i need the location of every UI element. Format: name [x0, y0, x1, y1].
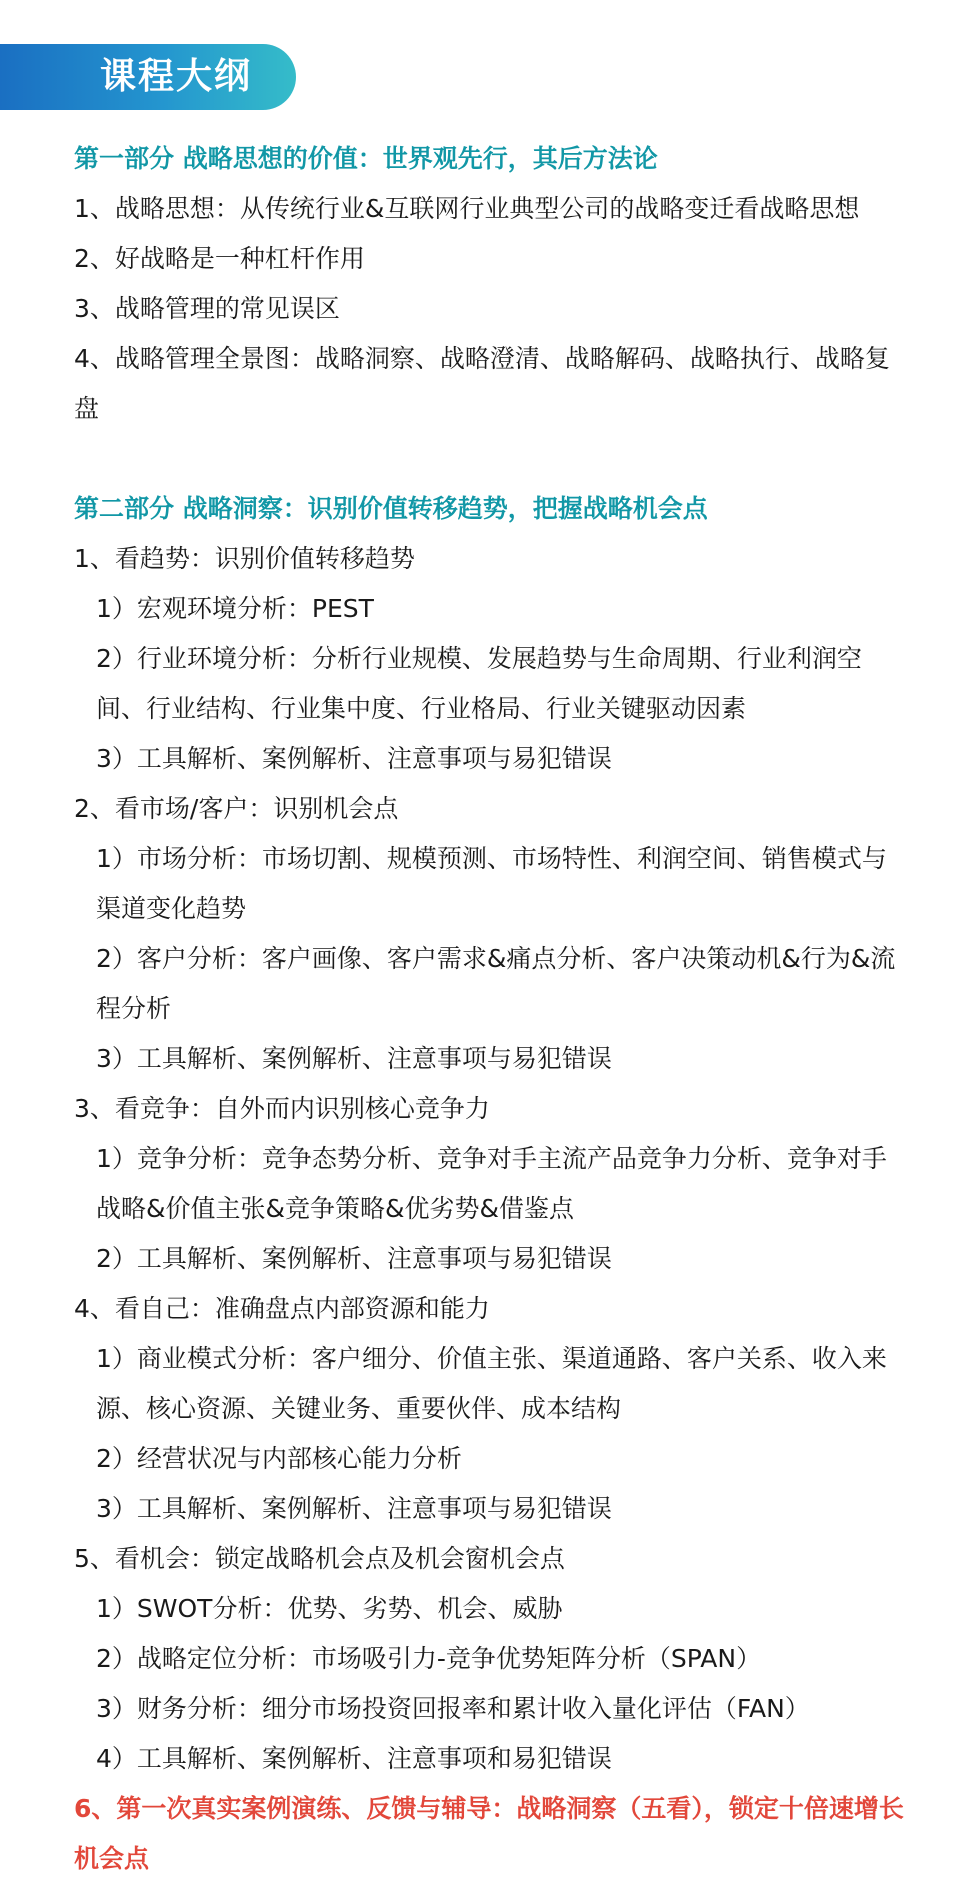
section-spacer	[74, 434, 910, 484]
part2-title: 第二部分 战略洞察：识别价值转移趋势，把握战略机会点	[74, 494, 708, 523]
opportunity-sub-3: 3）财务分析：细分市场投资回报率和累计收入量化评估（FAN）	[96, 1694, 810, 1723]
group-market-title: 2、看市场/客户：识别机会点	[74, 794, 399, 823]
opportunity-sub-4: 4）工具解析、案例解析、注意事项和易犯错误	[96, 1744, 612, 1773]
part1-item-2: 2、好战略是一种杠杆作用	[74, 244, 365, 273]
group-trend-title: 1、看趋势：识别价值转移趋势	[74, 544, 415, 573]
trend-sub-1: 1）宏观环境分析：PEST	[96, 594, 374, 623]
part1-item-1: 1、战略思想：从传统行业&互联网行业典型公司的战略变迁看战略思想	[74, 194, 860, 223]
case-practice-item: 6、第一次真实案例演练、反馈与辅导：战略洞察（五看），锁定十倍速增长机会点	[74, 1794, 904, 1873]
opportunity-sub-2: 2）战略定位分析：市场吸引力-竞争优势矩阵分析（SPAN）	[96, 1644, 762, 1673]
part1-title: 第一部分 战略思想的价值：世界观先行，其后方法论	[74, 144, 658, 173]
competition-sub-2: 2）工具解析、案例解析、注意事项与易犯错误	[96, 1244, 612, 1273]
market-sub-3: 3）工具解析、案例解析、注意事项与易犯错误	[96, 1044, 612, 1073]
trend-sub-3: 3）工具解析、案例解析、注意事项与易犯错误	[96, 744, 612, 773]
self-sub-1: 1）商业模式分析：客户细分、价值主张、渠道通路、客户关系、收入来源、核心资源、关键业务、重要伙伴、成本结构	[96, 1344, 887, 1423]
part1-item-4: 4、战略管理全景图：战略洞察、战略澄清、战略解码、战略执行、战略复盘	[74, 344, 890, 423]
page-title: 课程大纲	[100, 56, 253, 97]
group-opportunity-title: 5、看机会：锁定战略机会点及机会窗机会点	[74, 1544, 565, 1573]
competition-sub-1: 1）竞争分析：竞争态势分析、竞争对手主流产品竞争力分析、竞争对手战略&价值主张&竞争策略&优劣势&借鉴点	[96, 1144, 887, 1223]
part1-item-3: 3、战略管理的常见误区	[74, 294, 340, 323]
self-sub-3: 3）工具解析、案例解析、注意事项与易犯错误	[96, 1494, 612, 1523]
self-sub-2: 2）经营状况与内部核心能力分析	[96, 1444, 462, 1473]
trend-sub-2: 2）行业环境分析：分析行业规模、发展趋势与生命周期、行业利润空间、行业结构、行业集中度、行业格局、行业关键驱动因素	[96, 644, 862, 723]
opportunity-sub-1: 1）SWOT分析：优势、劣势、机会、威胁	[96, 1594, 563, 1623]
group-competition-title: 3、看竞争：自外而内识别核心竞争力	[74, 1094, 490, 1123]
market-sub-2: 2）客户分析：客户画像、客户需求&痛点分析、客户决策动机&行为&流程分析	[96, 944, 896, 1023]
group-self-title: 4、看自己：准确盘点内部资源和能力	[74, 1294, 490, 1323]
outline-content	[74, 134, 910, 1884]
market-sub-1: 1）市场分析：市场切割、规模预测、市场特性、利润空间、销售模式与渠道变化趋势	[96, 844, 887, 923]
